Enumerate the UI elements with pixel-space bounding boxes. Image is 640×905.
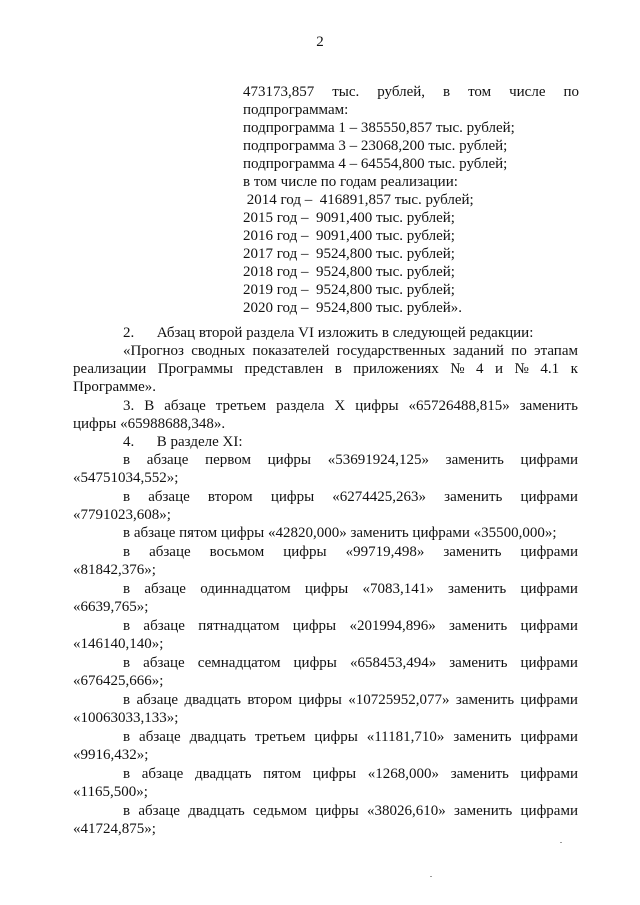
change-line: в абзаце восьмом цифры «99719,498» заменить цифрами [123, 544, 578, 560]
change-value: «81842,376»; [73, 562, 156, 578]
funding-year-line: 2018 год – 9524,800 тыс. рублей; [243, 264, 455, 280]
change-line: в абзаце двадцать втором цифры «10725952,077» заменить цифрами [123, 692, 578, 708]
funding-year-line: 2016 год – 9091,400 тыс. рублей; [243, 228, 455, 244]
funding-line: подпрограмма 1 – 385550,857 тыс. рублей; [243, 120, 515, 136]
change-line: в абзаце первом цифры «53691924,125» заменить цифрами [123, 452, 578, 468]
change-value: «7791023,608»; [73, 507, 171, 523]
change-line: в абзаце втором цифры «6274425,263» заменить цифрами [123, 489, 578, 505]
change-value: «10063033,133»; [73, 710, 179, 726]
change-line: в абзаце двадцать пятом цифры «1268,000» заменить цифрами [123, 766, 578, 782]
funding-line: подпрограмма 4 – 64554,800 тыс. рублей; [243, 156, 508, 172]
funding-year-line: 2014 год – 416891,857 тыс. рублей; [243, 192, 474, 208]
funding-year-line: 2020 год – 9524,800 тыс. рублей». [243, 300, 463, 316]
funding-line: подпрограмма 3 – 23068,200 тыс. рублей; [243, 138, 508, 154]
funding-line: подпрограммам: [243, 102, 349, 118]
funding-line: в том числе по годам реализации: [243, 174, 458, 190]
funding-year-line: 2019 год – 9524,800 тыс. рублей; [243, 282, 455, 298]
change-line: в абзаце пятом цифры «42820,000» заменить цифрами «35500,000»; [123, 525, 557, 541]
item-3-line: цифры «65988688,348». [73, 416, 226, 432]
change-line: в абзаце одиннадцатом цифры «7083,141» заменить цифрами [123, 581, 578, 597]
scan-speck [560, 842, 562, 843]
change-line: в абзаце пятнадцатом цифры «201994,896» заменить цифрами [123, 618, 578, 634]
change-value: «676425,666»; [73, 673, 164, 689]
change-value: «9916,432»; [73, 747, 149, 763]
funding-year-line: 2017 год – 9524,800 тыс. рублей; [243, 246, 455, 262]
item-2-heading: 2. Абзац второй раздела VI изложить в следующей редакции: [123, 325, 534, 341]
item-3-line: 3. В абзаце третьем раздела X цифры «65726488,815» заменить [123, 398, 578, 414]
item-2-quote-end: Программе». [73, 379, 157, 395]
change-value: «1165,500»; [73, 784, 148, 800]
change-value: «41724,875»; [73, 821, 156, 837]
change-value: «6639,765»; [73, 599, 149, 615]
page-number: 2 [316, 34, 324, 50]
item-2-quote-line: реализации Программы представлен в приложениях № 4 и № 4.1 к [73, 361, 578, 377]
change-value: «54751034,552»; [73, 470, 179, 486]
change-line: в абзаце семнадцатом цифры «658453,494» заменить цифрами [123, 655, 578, 671]
change-line: в абзаце двадцать седьмом цифры «38026,610» заменить цифрами [123, 803, 578, 819]
funding-first-line: 473173,857 тыс. рублей, в том числе по [243, 84, 579, 100]
scan-speck [430, 876, 432, 877]
funding-year-line: 2015 год – 9091,400 тыс. рублей; [243, 210, 455, 226]
change-value: «146140,140»; [73, 636, 164, 652]
item-4-heading: 4. В разделе XI: [123, 434, 243, 450]
item-2-quote-line: «Прогноз сводных показателей государственных заданий по этапам [123, 343, 578, 359]
change-line: в абзаце двадцать третьем цифры «11181,710» заменить цифрами [123, 729, 578, 745]
